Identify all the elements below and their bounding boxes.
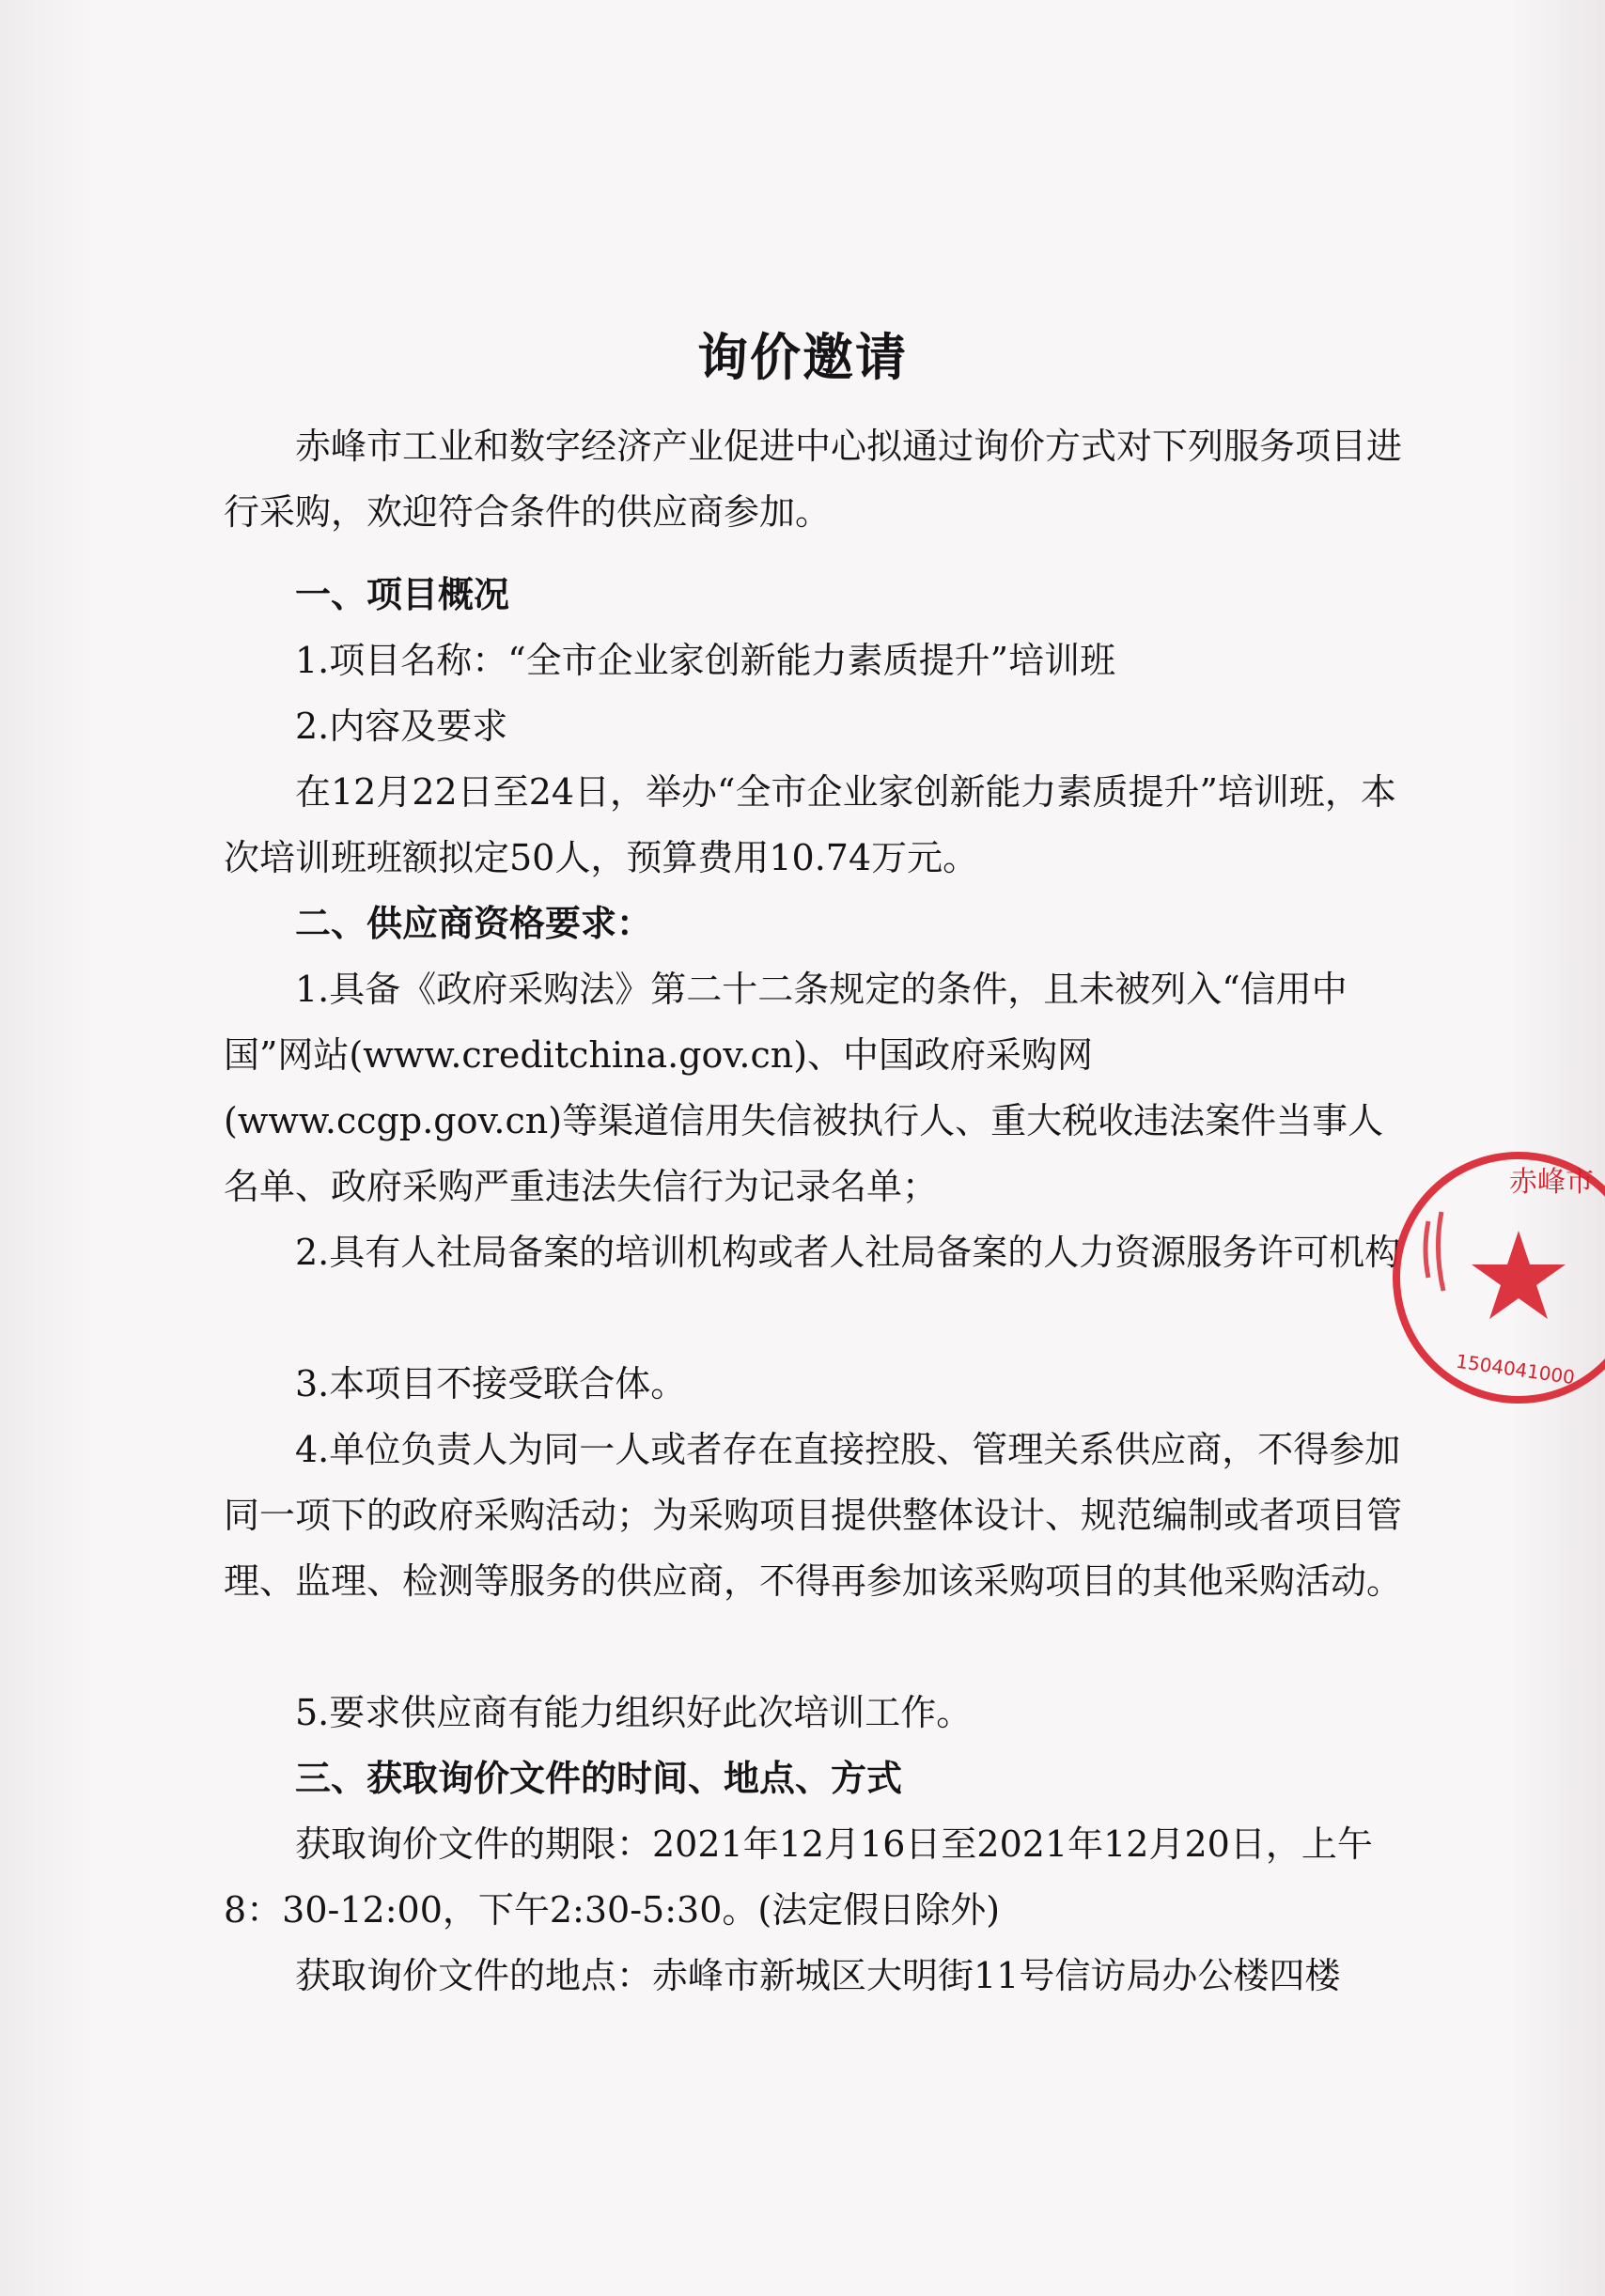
official-seal [1387, 1146, 1605, 1409]
requirement-1: 1.具备《政府采购法》第二十二条规定的条件，且未被列入“信用中国”网站(www.creditchina.gov.cn)、中国政府采购网(www.ccgp.gov.cn)等渠道信用失信被执行人、重大税收违法案件当事人名单、政府采购严重违法失信行为记录名单； [224, 969, 1384, 1207]
project-name: 1.项目名称：“全市企业家创新能力素质提升”培训班 [295, 640, 1116, 681]
section2-heading: 二、供应商资格要求： [295, 902, 653, 944]
content-requirements-body: 在12月22日至24日，举办“全市企业家创新能力素质提升”培训班，本次培训班班额拟定50人，预算费用10.74万元。 [224, 771, 1396, 878]
seal-text: 赤峰市 [1509, 1166, 1594, 1199]
acquisition-period: 获取询价文件的期限：2021年12月16日至2021年12月20日，上午8：30-12:00，下午2:30-5:30。(法定假日除外) [224, 1823, 1373, 1931]
requirement-5: 5.要求供应商有能力组织好此次培训工作。 [295, 1692, 973, 1733]
intro-paragraph: 赤峰市工业和数字经济产业促进中心拟通过询价方式对下列服务项目进行采购，欢迎符合条件的供应商参加。 [224, 426, 1403, 533]
requirement-3: 3.本项目不接受联合体。 [295, 1363, 687, 1404]
acquisition-location: 获取询价文件的地点：赤峰市新城区大明街11号信访局办公楼四楼 [295, 1955, 1341, 1996]
seal-code: 1504041000 [1454, 1349, 1577, 1389]
section1-heading: 一、项目概况 [295, 573, 510, 615]
section3-heading: 三、获取询价文件的时间、地点、方式 [295, 1757, 903, 1799]
document-title: 询价邀请 [697, 327, 908, 387]
requirement-2: 2.具有人社局备案的培训机构或者人社局备案的人力资源服务许可机构 [295, 1232, 1401, 1273]
content-requirements-title: 2.内容及要求 [295, 706, 508, 747]
requirement-4: 4.单位负责人为同一人或者存在直接控股、管理关系供应商，不得参加同一项下的政府采购活动；为采购项目提供整体设计、规范编制或者项目管理、监理、检测等服务的供应商，不得再参加该采购项目的其他采购活动。 [224, 1429, 1403, 1602]
